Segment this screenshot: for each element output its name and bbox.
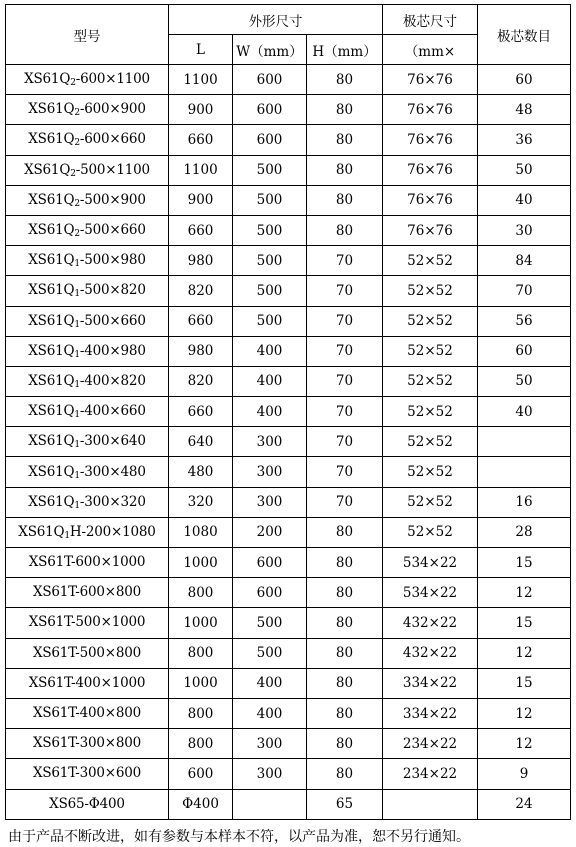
cell-W: 300: [233, 457, 307, 487]
cell-W: 500: [233, 215, 307, 245]
cell-W: 600: [233, 65, 307, 95]
cell-H: 65: [307, 789, 383, 819]
cell-core-count: 36: [478, 125, 571, 155]
cell-model: $XS61Q_1-300\times 320$: [6, 487, 169, 517]
cell-core-count: 12: [478, 698, 571, 728]
table-body: [6, 65, 571, 820]
table-row: [6, 306, 571, 336]
cell-model: $XS61Q_2-500\times 1100$: [6, 155, 169, 185]
cell-model: XS61T-400×800: [6, 698, 169, 728]
cell-model: $XS61Q_2-600\times 660$: [6, 125, 169, 155]
cell-core-size: 76×76: [383, 155, 478, 185]
cell-model: $XS61Q_1-500\times 660$: [6, 306, 169, 336]
cell-core-size: 534×22: [383, 548, 478, 578]
cell-core-count: 40: [478, 397, 571, 427]
table-row: [6, 366, 571, 396]
cell-core-size: 52×52: [383, 397, 478, 427]
cell-model: $XS61Q_1-500\times 980$: [6, 246, 169, 276]
cell-L: 800: [169, 578, 233, 608]
table-row: [6, 427, 571, 457]
cell-core-size: 52×52: [383, 306, 478, 336]
header-model: 型号: [6, 5, 169, 65]
cell-core-size: 76×76: [383, 65, 478, 95]
cell-model: XS61T-400×1000: [6, 668, 169, 698]
cell-L: 820: [169, 366, 233, 396]
cell-W: 400: [233, 698, 307, 728]
cell-model: XS61T-600×800: [6, 578, 169, 608]
cell-W: 500: [233, 306, 307, 336]
cell-W: 300: [233, 759, 307, 789]
cell-L: 900: [169, 95, 233, 125]
cell-H: 70: [307, 366, 383, 396]
cell-model: $XS61Q_1-400\times 660$: [6, 397, 169, 427]
cell-core-count: [478, 457, 571, 487]
cell-H: 80: [307, 578, 383, 608]
cell-L: 820: [169, 276, 233, 306]
cell-L: 660: [169, 125, 233, 155]
cell-H: 70: [307, 336, 383, 366]
table-row: [6, 95, 571, 125]
table-row: [6, 487, 571, 517]
cell-L: Φ400: [169, 789, 233, 819]
cell-L: 1000: [169, 608, 233, 638]
table-row: [6, 789, 571, 819]
cell-W: 500: [233, 608, 307, 638]
cell-L: 320: [169, 487, 233, 517]
cell-core-count: 12: [478, 638, 571, 668]
table-row: [6, 638, 571, 668]
cell-core-count: 70: [478, 276, 571, 306]
cell-L: 980: [169, 336, 233, 366]
cell-core-size: 52×52: [383, 487, 478, 517]
cell-H: 80: [307, 729, 383, 759]
cell-W: 400: [233, 336, 307, 366]
header-L: L: [169, 35, 233, 65]
table-row: [6, 457, 571, 487]
table-row: [6, 155, 571, 185]
cell-core-size: 52×52: [383, 457, 478, 487]
cell-W: 600: [233, 95, 307, 125]
cell-W: 500: [233, 638, 307, 668]
cell-H: 80: [307, 608, 383, 638]
cell-model: $XS61Q_1-500\times 820$: [6, 276, 169, 306]
cell-W: 500: [233, 155, 307, 185]
cell-core-size: 432×22: [383, 608, 478, 638]
cell-core-size: 52×52: [383, 366, 478, 396]
table-row: [6, 608, 571, 638]
table-row: [6, 698, 571, 728]
cell-core-size: 76×76: [383, 215, 478, 245]
cell-L: 1000: [169, 668, 233, 698]
cell-L: 480: [169, 457, 233, 487]
cell-core-count: 48: [478, 95, 571, 125]
cell-L: 800: [169, 698, 233, 728]
cell-L: 1100: [169, 155, 233, 185]
cell-H: 70: [307, 246, 383, 276]
cell-core-count: 9: [478, 759, 571, 789]
cell-model: XS61T-300×800: [6, 729, 169, 759]
cell-model: $XS61Q_2-500\times 660$: [6, 215, 169, 245]
cell-L: 800: [169, 638, 233, 668]
cell-W: 500: [233, 185, 307, 215]
table-row: [6, 125, 571, 155]
cell-core-size: 234×22: [383, 759, 478, 789]
header-core-unit: （mm×: [383, 35, 478, 65]
table-row: [6, 65, 571, 95]
cell-model: $XS61Q_1-300\times 480$: [6, 457, 169, 487]
cell-core-size: 52×52: [383, 517, 478, 547]
cell-H: 70: [307, 306, 383, 336]
cell-core-count: 12: [478, 578, 571, 608]
cell-H: 80: [307, 215, 383, 245]
cell-H: 70: [307, 487, 383, 517]
table-row: [6, 336, 571, 366]
cell-core-count: 15: [478, 608, 571, 638]
spec-table: [5, 4, 571, 820]
table-row: [6, 517, 571, 547]
cell-L: 1100: [169, 65, 233, 95]
table-row: [6, 578, 571, 608]
cell-H: 80: [307, 155, 383, 185]
table-row: [6, 185, 571, 215]
cell-model: $XS61Q_1H-200\times 1080$: [6, 517, 169, 547]
table-row: [6, 397, 571, 427]
cell-W: 600: [233, 125, 307, 155]
cell-core-count: 56: [478, 306, 571, 336]
cell-core-count: 84: [478, 246, 571, 276]
cell-core-size: 52×52: [383, 336, 478, 366]
table-row: [6, 246, 571, 276]
cell-core-size: 234×22: [383, 729, 478, 759]
table-row: [6, 729, 571, 759]
cell-core-count: 60: [478, 336, 571, 366]
cell-core-count: 28: [478, 517, 571, 547]
cell-core-size: 76×76: [383, 125, 478, 155]
cell-W: 400: [233, 668, 307, 698]
cell-model: XS65-Φ400: [6, 789, 169, 819]
cell-model: XS61T-500×1000: [6, 608, 169, 638]
cell-L: 660: [169, 215, 233, 245]
cell-core-count: 50: [478, 155, 571, 185]
cell-W: 600: [233, 578, 307, 608]
cell-core-size: 76×76: [383, 95, 478, 125]
cell-H: 80: [307, 698, 383, 728]
cell-L: 600: [169, 759, 233, 789]
cell-model: $XS61Q_2-600\times 900$: [6, 95, 169, 125]
cell-H: 70: [307, 457, 383, 487]
cell-H: 80: [307, 125, 383, 155]
cell-core-size: 76×76: [383, 185, 478, 215]
table-row: [6, 668, 571, 698]
cell-H: 80: [307, 517, 383, 547]
cell-H: 80: [307, 185, 383, 215]
cell-model: XS61T-300×600: [6, 759, 169, 789]
header-core-count: 极芯数目: [478, 5, 571, 65]
cell-W: 600: [233, 548, 307, 578]
cell-H: 70: [307, 427, 383, 457]
cell-core-size: 432×22: [383, 638, 478, 668]
cell-H: 80: [307, 759, 383, 789]
cell-L: 980: [169, 246, 233, 276]
cell-model: XS61T-600×1000: [6, 548, 169, 578]
cell-core-size: 52×52: [383, 276, 478, 306]
footnote: 由于产品不断改进，如有参数与本样本不符，以产品为准，恕不另行通知。: [8, 829, 470, 845]
cell-W: 300: [233, 487, 307, 517]
cell-core-size: 334×22: [383, 698, 478, 728]
cell-L: 660: [169, 397, 233, 427]
cell-core-count: 30: [478, 215, 571, 245]
cell-W: 500: [233, 276, 307, 306]
cell-W: 400: [233, 366, 307, 396]
cell-H: 80: [307, 65, 383, 95]
cell-core-size: 52×52: [383, 427, 478, 457]
cell-core-size: [383, 789, 478, 819]
table-row: [6, 759, 571, 789]
cell-core-count: [478, 427, 571, 457]
cell-model: $XS61Q_2-500\times 900$: [6, 185, 169, 215]
cell-H: 70: [307, 397, 383, 427]
cell-core-count: 50: [478, 366, 571, 396]
cell-H: 80: [307, 548, 383, 578]
table-row: [6, 215, 571, 245]
cell-H: 80: [307, 95, 383, 125]
cell-L: 900: [169, 185, 233, 215]
cell-core-count: 15: [478, 668, 571, 698]
cell-W: 200: [233, 517, 307, 547]
cell-core-count: 12: [478, 729, 571, 759]
cell-L: 1080: [169, 517, 233, 547]
cell-model: XS61T-500×800: [6, 638, 169, 668]
cell-model: $XS61Q_1-400\times 820$: [6, 366, 169, 396]
cell-H: 80: [307, 638, 383, 668]
cell-core-size: 534×22: [383, 578, 478, 608]
cell-model: $XS61Q_2-600\times 1100$: [6, 65, 169, 95]
cell-core-size: 334×22: [383, 668, 478, 698]
cell-core-size: 52×52: [383, 246, 478, 276]
header-outer-dims: 外形尺寸: [169, 5, 383, 35]
header-W: W（mm）: [233, 35, 307, 65]
header-H: H（mm）: [307, 35, 383, 65]
cell-L: 660: [169, 306, 233, 336]
cell-W: 300: [233, 729, 307, 759]
cell-W: 300: [233, 427, 307, 457]
cell-W: 400: [233, 397, 307, 427]
cell-core-count: 24: [478, 789, 571, 819]
cell-W: [233, 789, 307, 819]
cell-core-count: 15: [478, 548, 571, 578]
cell-core-count: 60: [478, 65, 571, 95]
cell-L: 640: [169, 427, 233, 457]
table-row: [6, 548, 571, 578]
cell-L: 1000: [169, 548, 233, 578]
cell-core-count: 40: [478, 185, 571, 215]
header-core-size: 极芯尺寸: [383, 5, 478, 35]
cell-core-count: 16: [478, 487, 571, 517]
cell-L: 800: [169, 729, 233, 759]
cell-W: 500: [233, 246, 307, 276]
cell-model: $XS61Q_1-300\times 640$: [6, 427, 169, 457]
cell-model: $XS61Q_1-400\times 980$: [6, 336, 169, 366]
cell-H: 70: [307, 276, 383, 306]
cell-H: 80: [307, 668, 383, 698]
table-row: [6, 276, 571, 306]
